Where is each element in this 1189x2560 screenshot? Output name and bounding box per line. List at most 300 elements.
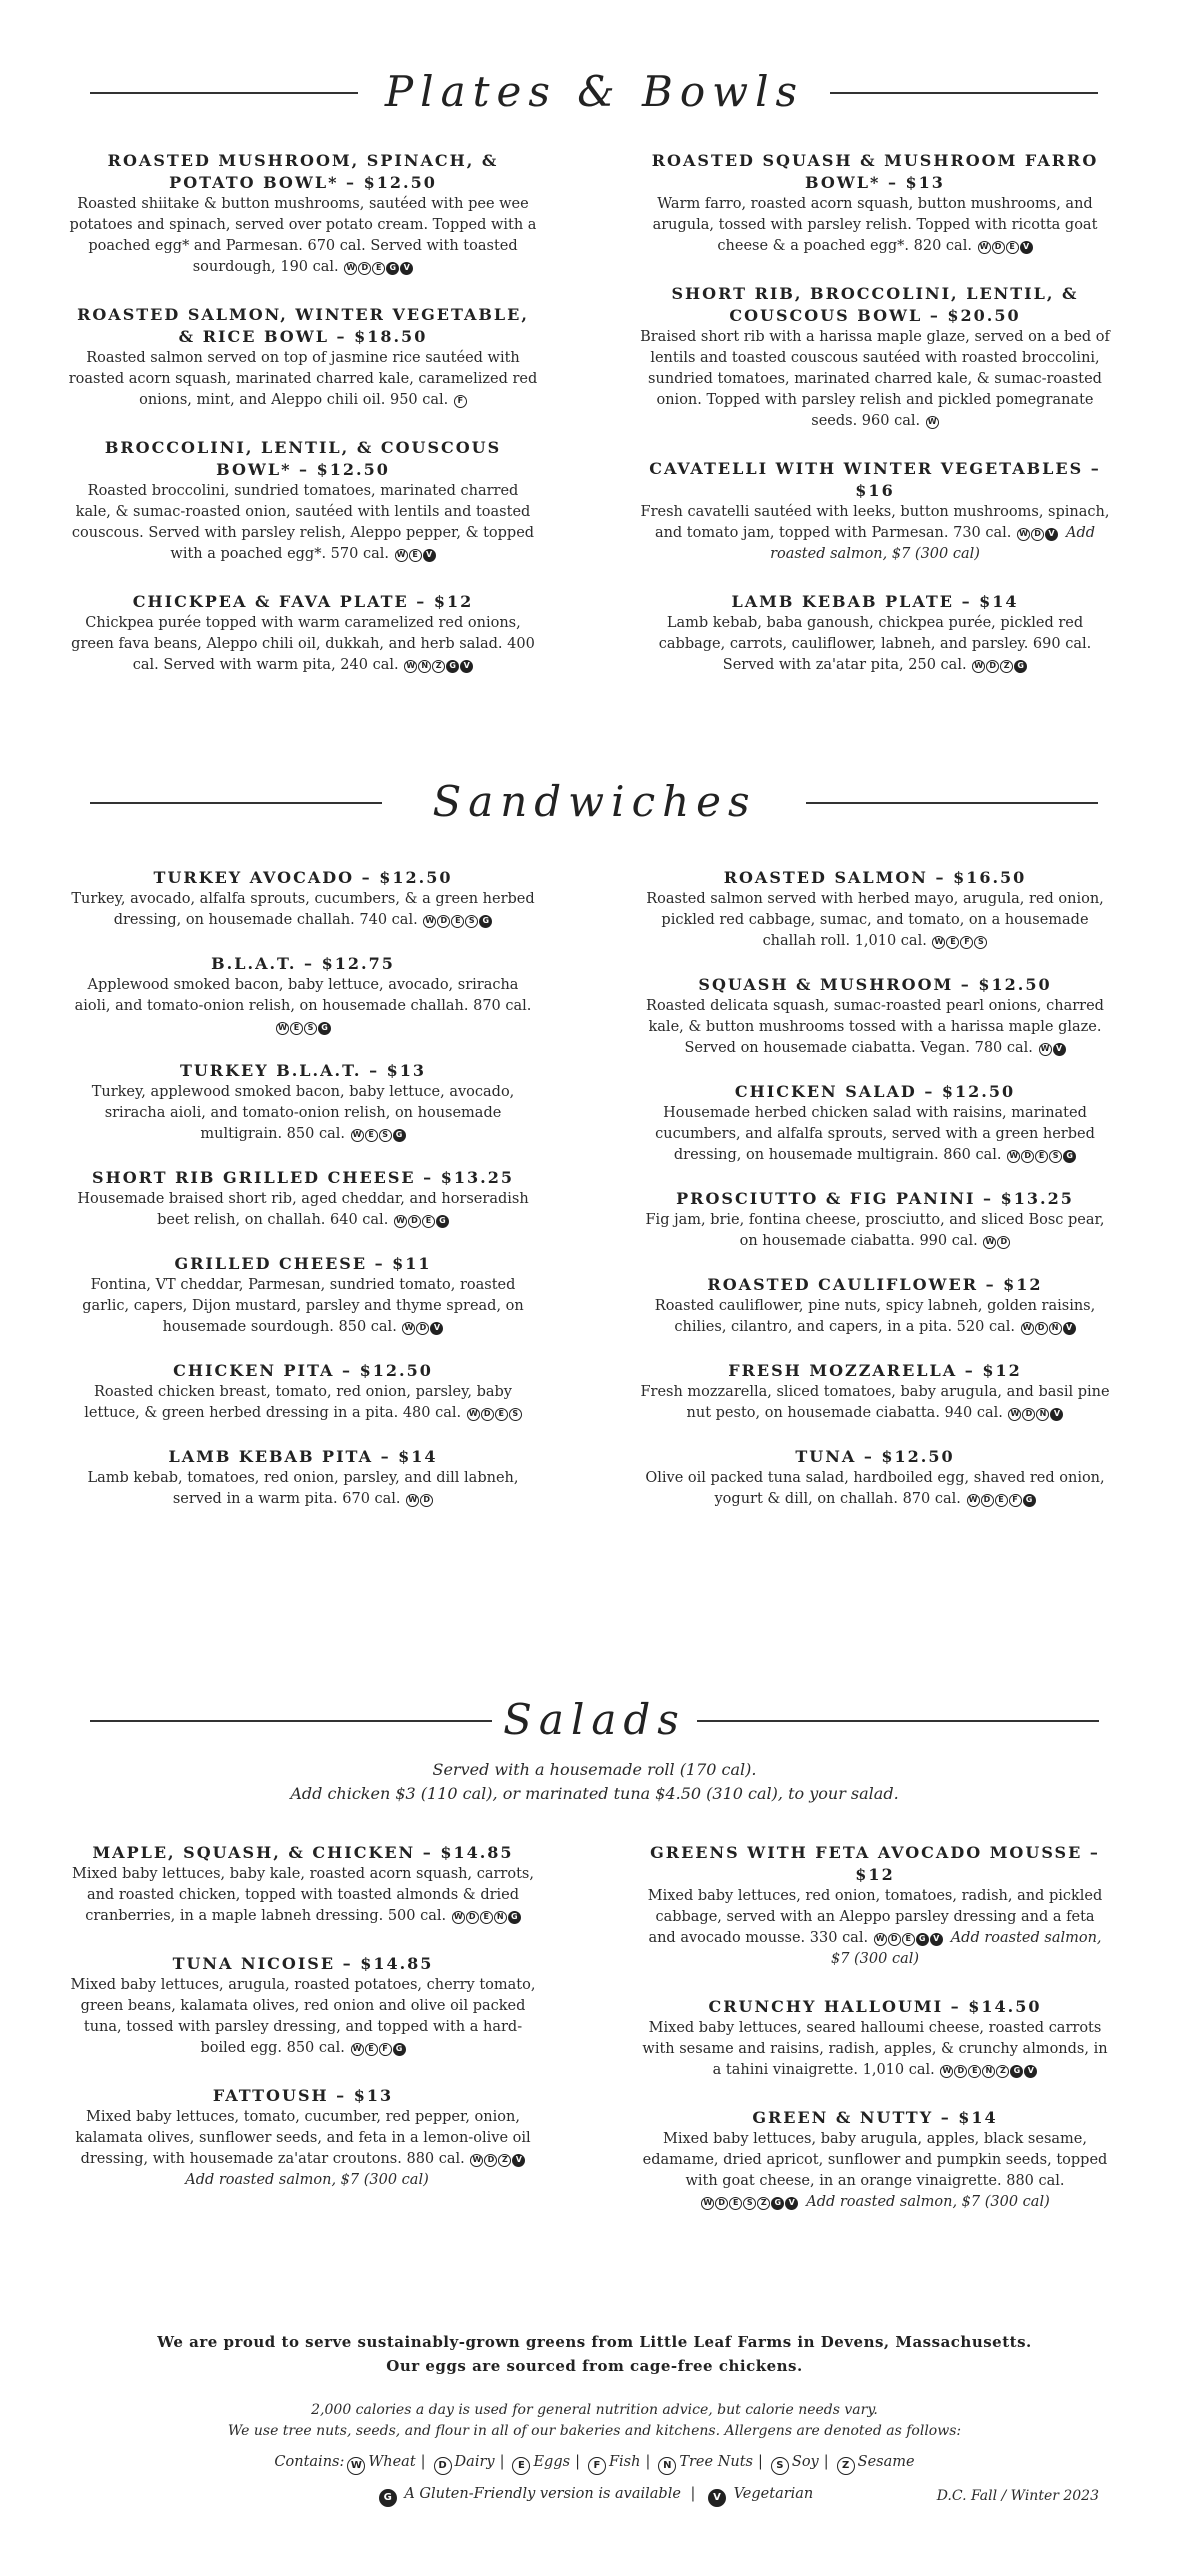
allergen-badge-icon: G	[1014, 660, 1027, 673]
allergen-badges	[1016, 523, 1058, 544]
menu-item-description-text: Roasted delicata squash, sumac-roasted pearl onions, charred kale, & button mushrooms tossed with a harissa maple glaze. Served on housemade ciabatta. Vegan. 780 cal.	[646, 998, 1104, 1056]
menu-item	[640, 283, 1110, 432]
menu-item-title: BROCCOLINI, LENTIL, & COUSCOUS BOWL* – $12.50	[104, 438, 502, 479]
allergen-badge-icon: W	[402, 1322, 415, 1335]
divider-right	[697, 1720, 1099, 1722]
allergen-badge-icon: D	[715, 2197, 728, 2210]
menu-item-description-text: Roasted shiitake & button mushrooms, sautéed with pee wee potatoes and spinach, served over potato cream. Topped with a poached egg* and Parmesan. 670 cal. Served with toasted sourdough, 190 cal.	[69, 196, 537, 275]
allergen-badge-icon: V	[785, 2197, 798, 2210]
legend-separator: |	[499, 2454, 505, 2470]
menu-item-description	[640, 1296, 1110, 1338]
allergen-badge-icon: W	[972, 660, 985, 673]
allergen-badges	[350, 2038, 406, 2059]
menu-item-description-text: Turkey, applewood smoked bacon, baby lettuce, avocado, sriracha aioli, and tomato-onion relish, on housemade multigrain. 850 cal.	[91, 1084, 515, 1142]
allergen-badge-icon: E	[1035, 1150, 1048, 1163]
salads-right-column	[640, 1842, 1110, 2213]
allergen-badge-icon: S	[465, 915, 478, 928]
menu-item-description-text: Mixed baby lettuces, red onion, tomatoes, radish, and pickled cabbage, served with an Aleppo parsley dressing and a feta and avocado mousse. 330 cal.	[647, 1888, 1103, 1946]
allergen-badge-icon: G	[318, 1022, 331, 1035]
menu-item-description	[640, 2018, 1110, 2081]
menu-item-title: CRUNCHY HALLOUMI – $14.50	[708, 1997, 1042, 2016]
menu-item-title: CHICKEN PITA – $12.50	[173, 1361, 433, 1380]
allergen-legend	[0, 2454, 1189, 2475]
menu-item-description-text: Chickpea purée topped with warm caramelized red onions, green fava beans, Aleppo chili oil, dukkah, and herb salad. 400 cal. Served with warm pita, 240 cal.	[71, 615, 535, 673]
allergen-tree-nuts-icon: N	[658, 2457, 676, 2475]
menu-item-description-text: Roasted salmon served with herbed mayo, arugula, red onion, pickled red cabbage, sumac, and tomato, on a housemade challah roll. 1,010 cal.	[646, 891, 1104, 949]
allergen-badges	[393, 1210, 449, 1231]
menu-item-description-text: Applewood smoked bacon, baby lettuce, avocado, sriracha aioli, and tomato-onion relish, on housemade challah. 870 cal.	[74, 977, 532, 1014]
menu-item-description	[68, 481, 538, 565]
menu-item	[68, 867, 538, 931]
allergen-badge-icon: Z	[498, 2154, 511, 2167]
menu-item-title: TURKEY AVOCADO – $12.50	[153, 868, 453, 887]
menu-item	[68, 1842, 538, 1927]
plates-right-column	[640, 150, 1110, 676]
allergen-badge-icon: W	[276, 1022, 289, 1035]
allergen-badge-icon: E	[902, 1933, 915, 1946]
menu-item-title: B.L.A.T. – $12.75	[211, 954, 395, 973]
menu-item	[68, 150, 538, 278]
section-header-sandwiches	[0, 772, 1189, 832]
allergen-badges	[977, 236, 1033, 257]
allergen-badge-icon: D	[1031, 528, 1044, 541]
menu-item-title: MAPLE, SQUASH, & CHICKEN – $14.85	[92, 1843, 514, 1862]
menu-item-description	[68, 975, 538, 1038]
gluten-friendly-icon: G	[379, 2489, 397, 2507]
allergen-badges	[343, 257, 413, 278]
allergen-badge-icon: G	[1063, 1150, 1076, 1163]
allergen-label: Fish	[608, 2454, 641, 2470]
menu-item	[68, 304, 538, 411]
menu-item-description	[640, 889, 1110, 952]
sandwiches-right-column	[640, 867, 1110, 1510]
allergen-fish-icon: F	[588, 2457, 606, 2475]
allergen-badge-icon: Z	[996, 2065, 1009, 2078]
allergen-badge-icon: Z	[757, 2197, 770, 2210]
menu-item-title: ROASTED SQUASH & MUSHROOM FARRO BOWL* – $13	[651, 151, 1099, 192]
menu-item-description	[640, 194, 1110, 257]
divider-right	[806, 802, 1098, 804]
menu-item-description-text: Fontina, VT cheddar, Parmesan, sundried tomato, roasted garlic, capers, Dijon mustard, parsley and thyme spread, on housemade sourdough. 850 cal.	[82, 1277, 524, 1335]
allergen-badge-icon: F	[454, 395, 467, 408]
menu-item-description-text: Fresh cavatelli sautéed with leeks, button mushrooms, spinach, and tomato jam, topped with Parmesan. 730 cal.	[640, 504, 1110, 541]
add-on-note: Add roasted salmon, $7 (300 cal)	[770, 525, 1096, 562]
menu-item-description	[640, 2129, 1110, 2213]
menu-item	[640, 974, 1110, 1059]
menu-item	[68, 591, 538, 676]
menu-item-description-text: Olive oil packed tuna salad, hardboiled egg, shaved red onion, yogurt & dill, on challah. 870 cal.	[645, 1470, 1105, 1507]
allergen-badges	[350, 1124, 406, 1145]
menu-item-description	[68, 613, 538, 676]
legend-separator: |	[758, 2454, 763, 2470]
allergen-badge-icon: N	[494, 1911, 507, 1924]
legend-separator: |	[575, 2454, 580, 2470]
allergen-badge-icon: D	[484, 2154, 497, 2167]
allergen-badge-icon: W	[395, 549, 408, 562]
menu-item-description	[68, 1864, 538, 1927]
menu-item-description-text: Mixed baby lettuces, baby kale, roasted acorn squash, carrots, and roasted chicken, topped with toasted almonds & dried cranberries, in a maple labneh dressing. 500 cal.	[72, 1866, 534, 1924]
allergen-badge-icon: D	[408, 1215, 421, 1228]
menu-item-title: SQUASH & MUSHROOM – $12.50	[698, 975, 1052, 994]
menu-item-description-text: Housemade braised short rib, aged cheddar, and horseradish beet relish, on challah. 640 cal.	[77, 1191, 529, 1228]
allergen-badge-icon: W	[926, 416, 939, 429]
allergen-badges	[939, 2060, 1037, 2081]
sourcing-statement: We are proud to serve sustainably-grown greens from Little Leaf Farms in Devens, Massachusetts. Our eggs are sourced from cage-free chickens.	[157, 2333, 1032, 2375]
menu-item	[640, 1842, 1110, 1970]
allergen-badge-icon: G	[508, 1911, 521, 1924]
allergen-badge-icon: G	[436, 1215, 449, 1228]
menu-item-description-text: Roasted broccolini, sundried tomatoes, marinated charred kale, & sumac-roasted onion, sautéed with lentils and toasted couscous. Served with parsley relish, Aleppo pepper, & topped with a poached egg*. 570 cal.	[71, 483, 535, 562]
menu-item	[68, 1167, 538, 1231]
menu-item	[640, 1081, 1110, 1166]
menu-item-title: ROASTED SALMON – $16.50	[723, 868, 1027, 887]
add-on-note: Add roasted salmon, $7 (300 cal)	[830, 1930, 1102, 1967]
menu-item-title: TURKEY B.L.A.T. – $13	[179, 1061, 427, 1080]
season-label: D.C. Fall / Winter 2023	[936, 2488, 1099, 2504]
allergen-badges	[422, 910, 492, 931]
menu-item	[640, 591, 1110, 676]
add-on-note: Add roasted salmon, $7 (300 cal)	[806, 2194, 1050, 2210]
allergen-badge-icon: W	[1007, 1150, 1020, 1163]
allergen-label: Wheat	[368, 2454, 416, 2470]
allergen-badge-icon: V	[512, 2154, 525, 2167]
allergen-badge-icon: W	[1017, 528, 1030, 541]
menu-item-title: LAMB KEBAB PLATE – $14	[731, 592, 1019, 611]
menu-item-description-text: Roasted cauliflower, pine nuts, spicy labneh, golden raisins, chilies, cilantro, and capers, in a pita. 520 cal.	[654, 1298, 1096, 1335]
allergen-badge-icon: G	[1010, 2065, 1023, 2078]
allergen-badge-icon: S	[1049, 1150, 1062, 1163]
section-title-sandwiches: Sandwiches	[432, 777, 757, 826]
menu-item	[640, 458, 1110, 565]
allergen-label: Dairy	[454, 2454, 495, 2470]
allergen-badge-icon: F	[1009, 1494, 1022, 1507]
allergen-badge-icon: W	[452, 1911, 465, 1924]
allergen-badge-icon: E	[995, 1494, 1008, 1507]
menu-item-description	[68, 348, 538, 411]
allergen-wheat-icon: W	[347, 2457, 365, 2475]
legend-separator: |	[690, 2486, 696, 2502]
menu-item-description-text: Braised short rib with a harissa maple glaze, served on a bed of lentils and toasted couscous sautéed with roasted broccolini, sundried tomatoes, marinated charred kale, & sumac-roasted onion. Topped with parsley relish and pickled pomegranate seeds. 960 cal.	[640, 329, 1110, 429]
allergen-badges	[451, 1906, 521, 1927]
allergen-badge-icon: S	[304, 1022, 317, 1035]
allergen-badge-icon: Z	[1000, 660, 1013, 673]
allergen-badge-icon: E	[451, 915, 464, 928]
section-title-salads: Salads	[503, 1695, 686, 1744]
allergen-badges	[453, 390, 467, 411]
menu-item-description-text: Housemade herbed chicken salad with raisins, marinated cucumbers, and alfalfa sprouts, served with a green herbed dressing, on housemade multigrain. 860 cal.	[655, 1105, 1095, 1163]
menu-item	[640, 1274, 1110, 1338]
menu-item-description	[640, 1468, 1110, 1510]
allergen-badge-icon: G	[916, 1933, 929, 1946]
menu-item-description	[68, 194, 538, 278]
allergen-badges	[405, 1489, 433, 1510]
allergen-badge-icon: V	[400, 262, 413, 275]
allergen-sesame-icon: Z	[837, 2457, 855, 2475]
allergen-badge-icon: G	[446, 660, 459, 673]
allergen-label: Eggs	[533, 2454, 571, 2470]
allergen-label: Soy	[791, 2454, 819, 2470]
menu-item-description-text: Mixed baby lettuces, tomato, cucumber, red pepper, onion, kalamata olives, sunflower seeds, and feta in a lemon-olive oil dressing, with housemade za'atar croutons. 880 cal.	[75, 2109, 531, 2167]
allergen-badge-icon: N	[982, 2065, 995, 2078]
allergen-badge-icon: D	[416, 1322, 429, 1335]
menu-item-description	[640, 502, 1110, 565]
menu-item-description-text: Fresh mozzarella, sliced tomatoes, baby arugula, and basil pine nut pesto, on housemade ciabatta. 940 cal.	[640, 1384, 1110, 1421]
allergen-badge-icon: V	[423, 549, 436, 562]
allergen-badge-icon: W	[344, 262, 357, 275]
allergen-badge-icon: E	[946, 936, 959, 949]
allergen-badge-icon: E	[290, 1022, 303, 1035]
allergen-badge-icon: D	[997, 1236, 1010, 1249]
allergen-badge-icon: W	[351, 1129, 364, 1142]
menu-item	[640, 1446, 1110, 1510]
menu-item-description	[68, 2107, 538, 2191]
menu-item-title: CHICKEN SALAD – $12.50	[734, 1082, 1016, 1101]
menu-item-title: GREENS WITH FETA AVOCADO MOUSSE – $12	[650, 1843, 1100, 1884]
salads-note-2: Add chicken $3 (110 cal), or marinated tuna $4.50 (310 cal), to your salad.	[290, 1784, 899, 1803]
section-header-salads	[0, 1690, 1189, 1750]
allergen-badge-icon: W	[423, 915, 436, 928]
allergen-badge-icon: W	[406, 1494, 419, 1507]
allergen-badge-icon: S	[974, 936, 987, 949]
menu-item	[640, 1360, 1110, 1424]
menu-item-description-text: Warm farro, roasted acorn squash, button mushrooms, and arugula, tossed with parsley relish. Topped with ricotta goat cheese & a poached egg*. 820 cal.	[652, 196, 1098, 254]
allergen-badge-icon: E	[495, 1408, 508, 1421]
vegetarian-icon: V	[708, 2489, 726, 2507]
allergen-badges	[466, 1403, 522, 1424]
allergen-badge-icon: D	[1021, 1150, 1034, 1163]
allergen-badge-icon: D	[481, 1408, 494, 1421]
allergen-badge-icon: V	[1024, 2065, 1037, 2078]
menu-item-title: FATTOUSH – $13	[212, 2086, 394, 2105]
menu-item-description-text: Roasted salmon served on top of jasmine rice sautéed with roasted acorn squash, marinated charred kale, caramelized red onions, mint, and Aleppo chili oil. 950 cal.	[68, 350, 538, 408]
menu-item-title: ROASTED MUSHROOM, SPINACH, & POTATO BOWL* – $12.50	[107, 151, 499, 192]
menu-item-description-text: Roasted chicken breast, tomato, red onion, parsley, baby lettuce, & green herbed dressing in a pita. 480 cal.	[84, 1384, 512, 1421]
menu-item-title: GREEN & NUTTY – $14	[752, 2108, 998, 2127]
allergen-badge-icon: W	[1021, 1322, 1034, 1335]
allergen-badges	[394, 544, 436, 565]
menu-item	[640, 1188, 1110, 1252]
allergen-badge-icon: W	[1008, 1408, 1021, 1421]
gluten-friendly-label: A Gluten-Friendly version is available	[404, 2486, 681, 2502]
allergen-badge-icon: W	[394, 1215, 407, 1228]
allergen-badges	[1038, 1038, 1066, 1059]
menu-item-title: ROASTED CAULIFLOWER – $12	[707, 1275, 1043, 1294]
menu-item-description-text: Fig jam, brie, fontina cheese, prosciutto, and sliced Bosc pear, on housemade ciabatta. 990 cal.	[645, 1212, 1105, 1249]
allergen-badge-icon: W	[404, 660, 417, 673]
menu-item	[68, 953, 538, 1038]
contains-label: Contains:	[274, 2454, 345, 2470]
allergen-badge-icon: V	[430, 1322, 443, 1335]
allergen-badges	[469, 2149, 525, 2170]
allergen-badge-icon: D	[954, 2065, 967, 2078]
plates-left-column	[68, 150, 538, 676]
allergen-badge-icon: G	[1023, 1494, 1036, 1507]
menu-item-description	[68, 1082, 538, 1145]
menu-item-description	[68, 1275, 538, 1338]
allergen-badge-icon: W	[470, 2154, 483, 2167]
divider-right	[830, 92, 1098, 94]
menu-item	[68, 1253, 538, 1338]
menu-item-description	[68, 1189, 538, 1231]
menu-item-description	[68, 1975, 538, 2059]
sandwiches-left-column	[68, 867, 538, 1510]
menu-item-description	[640, 1382, 1110, 1424]
menu-item-title: FRESH MOZZARELLA – $12	[728, 1361, 1022, 1380]
menu-item-description	[68, 1468, 538, 1510]
allergen-badge-icon: W	[983, 1236, 996, 1249]
allergen-badge-icon: D	[981, 1494, 994, 1507]
allergen-badge-icon: E	[480, 1911, 493, 1924]
menu-item-title: SHORT RIB, BROCCOLINI, LENTIL, & COUSCOUS BOWL – $20.50	[671, 284, 1079, 325]
allergen-badges	[931, 931, 987, 952]
menu-item-title: LAMB KEBAB PITA – $14	[168, 1447, 438, 1466]
menu-item	[68, 1360, 538, 1424]
allergen-badges	[700, 2192, 798, 2213]
allergen-badge-icon: V	[1053, 1043, 1066, 1056]
allergen-badge-icon: S	[509, 1408, 522, 1421]
allergen-badge-icon: E	[365, 1129, 378, 1142]
allergen-badge-icon: V	[460, 660, 473, 673]
menu-item	[68, 437, 538, 565]
allergen-badges	[1006, 1145, 1076, 1166]
allergen-badge-icon: G	[393, 2043, 406, 2056]
allergen-badge-icon: E	[729, 2197, 742, 2210]
calorie-note: 2,000 calories a day is used for general nutrition advice, but calorie needs vary.	[311, 2402, 878, 2418]
menu-item-title: TUNA – $12.50	[795, 1447, 955, 1466]
allergen-badge-icon: V	[1063, 1322, 1076, 1335]
salads-note-1: Served with a housemade roll (170 cal).	[432, 1760, 757, 1779]
allergen-badge-icon: D	[1035, 1322, 1048, 1335]
allergen-badge-icon: V	[1050, 1408, 1063, 1421]
allergen-label: Sesame	[857, 2454, 915, 2470]
allergen-badge-icon: D	[466, 1911, 479, 1924]
allergen-badge-icon: G	[479, 915, 492, 928]
legend-separator: |	[420, 2454, 426, 2470]
section-header-plates	[0, 62, 1189, 122]
allergen-badge-icon: E	[365, 2043, 378, 2056]
allergen-badges	[275, 1017, 331, 1038]
allergen-badge-icon: V	[930, 1933, 943, 1946]
legend-separator: |	[823, 2454, 829, 2470]
allergen-badge-icon: V	[1045, 528, 1058, 541]
menu-item-title: ROASTED SALMON, WINTER VEGETABLE, & RICE BOWL – $18.50	[77, 305, 529, 346]
allergen-eggs-icon: E	[512, 2457, 530, 2475]
menu-item-description-text: Mixed baby lettuces, arugula, roasted potatoes, cherry tomato, green beans, kalamata olives, red onion and olive oil packed tuna, tossed with parsley dressing, and topped with a hard-boiled egg. 850 cal.	[70, 1977, 536, 2056]
allergen-badge-icon: G	[771, 2197, 784, 2210]
menu-item-description-text: Turkey, avocado, alfalfa sprouts, cucumbers, & a green herbed dressing, on housemade challah. 740 cal.	[71, 891, 535, 928]
menu-item-description-text: Mixed baby lettuces, seared halloumi cheese, roasted carrots with sesame and raisins, radish, apples, & crunchy almonds, in a tahini vinaigrette. 1,010 cal.	[642, 2020, 1108, 2078]
allergen-badge-icon: G	[386, 262, 399, 275]
menu-item-description	[640, 1210, 1110, 1252]
allergen-badges	[403, 655, 473, 676]
menu-item	[68, 1953, 538, 2059]
allergen-badge-icon: D	[992, 241, 1005, 254]
allergen-badge-icon: D	[888, 1933, 901, 1946]
allergen-note: We use tree nuts, seeds, and flour in all of our bakeries and kitchens. Allergens are denoted as follows:	[227, 2423, 962, 2439]
allergen-dairy-icon: D	[434, 2457, 452, 2475]
allergen-badge-icon: W	[1039, 1043, 1052, 1056]
menu-item-title: TUNA NICOISE – $14.85	[172, 1954, 434, 1973]
allergen-badge-icon: S	[743, 2197, 756, 2210]
section-title-plates: Plates & Bowls	[384, 67, 805, 116]
allergen-badge-icon: D	[437, 915, 450, 928]
allergen-badges	[925, 411, 939, 432]
menu-item-description	[640, 327, 1110, 432]
menu-item-description	[640, 613, 1110, 676]
add-on-note: Add roasted salmon, $7 (300 cal)	[185, 2172, 429, 2188]
allergen-badge-icon: G	[393, 1129, 406, 1142]
allergen-badge-icon: E	[409, 549, 422, 562]
menu-item	[68, 2085, 538, 2191]
allergen-badge-icon: N	[1036, 1408, 1049, 1421]
allergen-badge-icon: W	[874, 1933, 887, 1946]
allergen-badge-icon: D	[1022, 1408, 1035, 1421]
menu-item-title: CAVATELLI WITH WINTER VEGETABLES – $16	[649, 459, 1101, 500]
allergen-badge-icon: W	[701, 2197, 714, 2210]
menu-item-description	[68, 1382, 538, 1424]
menu-item-description-text: Lamb kebab, baba ganoush, chickpea purée, pickled red cabbage, carrots, cauliflower, labneh, and parsley. 690 cal. Served with za'atar pita, 250 cal.	[658, 615, 1092, 673]
allergen-badges	[982, 1231, 1010, 1252]
allergen-badge-icon: W	[467, 1408, 480, 1421]
allergen-badge-icon: E	[968, 2065, 981, 2078]
allergen-badge-icon: N	[1049, 1322, 1062, 1335]
menu-item	[68, 1060, 538, 1145]
allergen-badge-icon: W	[967, 1494, 980, 1507]
allergen-badge-icon: N	[418, 660, 431, 673]
allergen-badge-icon: F	[379, 2043, 392, 2056]
menu-item-description	[68, 889, 538, 931]
allergen-badge-icon: E	[372, 262, 385, 275]
menu-item-description	[640, 1103, 1110, 1166]
menu-item-title: GRILLED CHEESE – $11	[174, 1254, 432, 1273]
menu-item-title: PROSCIUTTO & FIG PANINI – $13.25	[676, 1189, 1074, 1208]
allergen-label: Tree Nuts	[679, 2454, 753, 2470]
allergen-badge-icon: Z	[432, 660, 445, 673]
allergen-badges	[401, 1317, 443, 1338]
allergen-badge-icon: D	[420, 1494, 433, 1507]
allergen-badge-icon: F	[960, 936, 973, 949]
allergen-badges	[873, 1928, 943, 1949]
allergen-badge-icon: W	[932, 936, 945, 949]
salads-left-column	[68, 1842, 538, 2191]
allergen-badges	[971, 655, 1027, 676]
menu-item-title: CHICKPEA & FAVA PLATE – $12	[132, 592, 474, 611]
allergen-badge-icon: W	[940, 2065, 953, 2078]
menu-item-description-text: Mixed baby lettuces, baby arugula, apples, black sesame, edamame, dried apricot, sunflower and pumpkin seeds, topped with goat cheese, in an orange vinaigrette. 880 cal.	[642, 2131, 1108, 2189]
legend-separator: |	[645, 2454, 651, 2470]
menu-item-description	[640, 1886, 1110, 1970]
allergen-badge-icon: W	[351, 2043, 364, 2056]
menu-item	[640, 1996, 1110, 2081]
vegetarian-label: Vegetarian	[733, 2486, 814, 2502]
allergen-badge-icon: E	[422, 1215, 435, 1228]
menu-item-title: SHORT RIB GRILLED CHEESE – $13.25	[92, 1168, 514, 1187]
allergen-badge-icon: D	[358, 262, 371, 275]
menu-item	[640, 867, 1110, 952]
menu-item-description	[640, 996, 1110, 1059]
menu-item	[68, 1446, 538, 1510]
allergen-badges	[1020, 1317, 1076, 1338]
allergen-soy-icon: S	[771, 2457, 789, 2475]
allergen-badge-icon: S	[379, 1129, 392, 1142]
allergen-badges	[966, 1489, 1036, 1510]
menu-item-description-text: Lamb kebab, tomatoes, red onion, parsley, and dill labneh, served in a warm pita. 670 cal.	[87, 1470, 519, 1507]
allergen-badge-icon: D	[986, 660, 999, 673]
menu-item	[640, 150, 1110, 257]
allergen-badge-icon: W	[978, 241, 991, 254]
allergen-badge-icon: E	[1006, 241, 1019, 254]
menu-item	[640, 2107, 1110, 2213]
